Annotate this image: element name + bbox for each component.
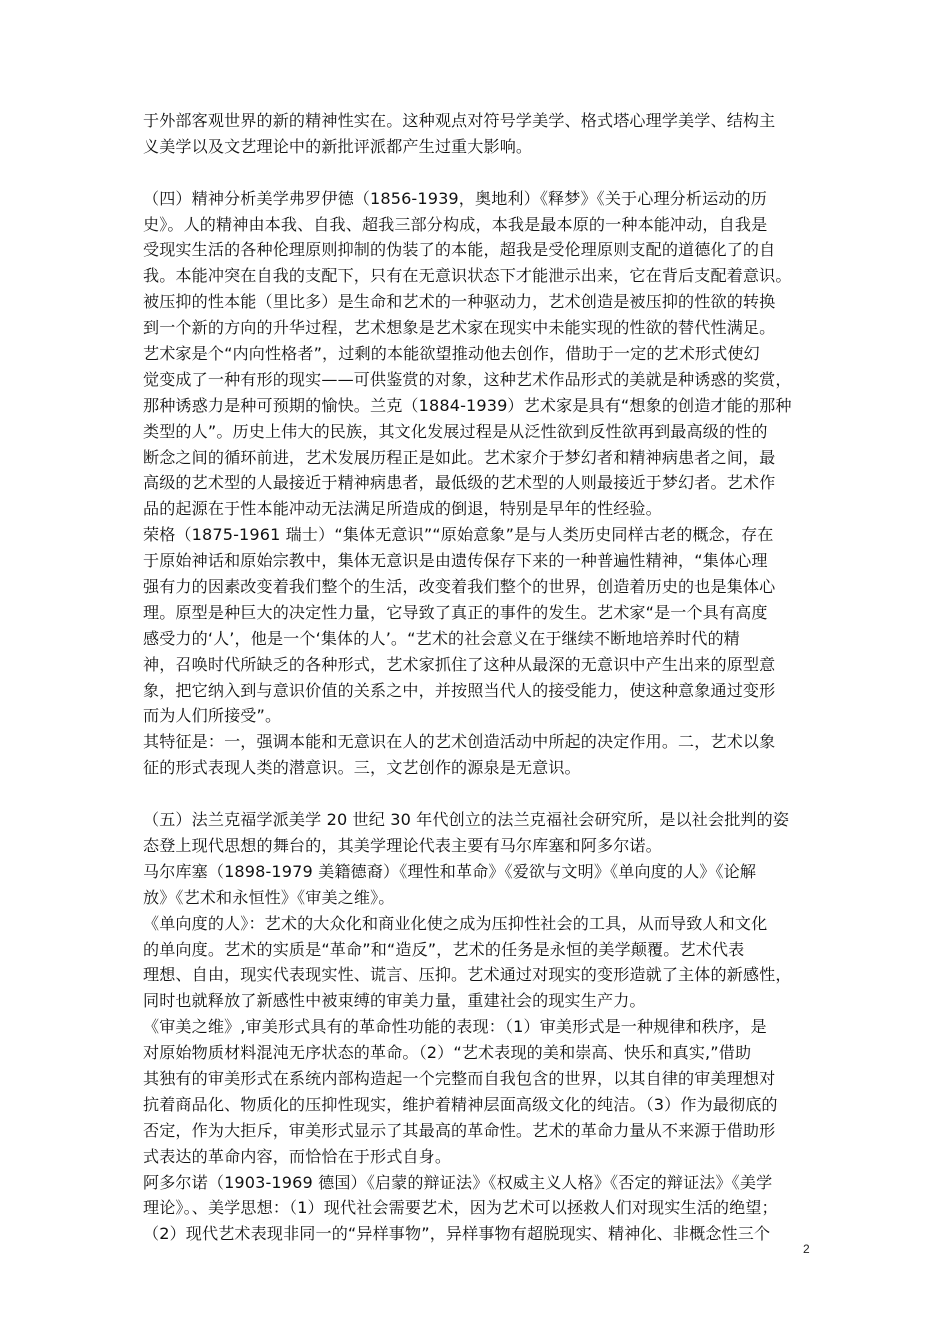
- text-line: 象，把它纳入到与意识价值的关系之中，并按照当代人的接受能力，使这种意象通过变形: [143, 680, 776, 700]
- text-line: （2）现代艺术表现非同一的“异样事物”，异样事物有超脱现实、精神化、非概念性三个: [143, 1224, 771, 1244]
- text-line: 态登上现代思想的舞台的，其美学理论代表主要有马尔库塞和阿多尔诺。: [143, 835, 662, 855]
- text-line: 否定，作为大拒斥，审美形式显示了其最高的革命性。艺术的革命力量从不来源于借助形: [143, 1120, 776, 1140]
- text-line: 我。本能冲突在自我的支配下，只有在无意识状态下才能泄示出来，它在背后支配着意识。: [143, 266, 792, 286]
- text-line: 受现实生活的各种伦理原则抑制的伪装了的本能，超我是受伦理原则支配的道德化了的自: [143, 240, 776, 260]
- text-line: 被压抑的性本能（里比多）是生命和艺术的一种驱动力，艺术创造是被压抑的性欲的转换: [143, 292, 776, 312]
- blank-line: [143, 781, 819, 807]
- body-text: [143, 108, 819, 1247]
- text-line: 感受力的‘人’，他是一个‘集体的人’。“艺术的社会意义在于继续不断地培养时代的精: [143, 628, 740, 648]
- text-line: 艺术家是个“内向性格者”，过剩的本能欲望推动他去创作，借助于一定的艺术形式使幻: [143, 344, 760, 364]
- text-line: 那种诱惑力是种可预期的愉快。兰克（1884-1939）艺术家是具有“想象的创造才能的那种: [143, 395, 792, 415]
- text-line: 义美学以及文艺理论中的新批评派都产生过重大影响。: [143, 136, 533, 156]
- text-line: 史》。人的精神由本我、自我、超我三部分构成，本我是最本原的一种本能冲动，自我是: [143, 214, 768, 234]
- text-line: 觉变成了一种有形的现实——可供鉴赏的对象，这种艺术作品形式的美就是种诱惑的奖赏，: [143, 369, 792, 389]
- text-line: 阿多尔诺（1903-1969 德国）《启蒙的辩证法》《权威主义人格》《否定的辩证法》《美学: [143, 1172, 773, 1192]
- text-line: 品的起源在于性本能冲动无法满足所造成的倒退，特别是早年的性经验。: [143, 499, 662, 519]
- text-line: 类型的人”。历史上伟大的民族，其文化发展过程是从泛性欲到反性欲再到最高级的性的: [143, 421, 768, 441]
- text-line: （四）精神分析美学弗罗伊德（1856-1939，奥地利）《释梦》《关于心理分析运动的历: [143, 188, 767, 208]
- text-line: 式表达的革命内容，而恰恰在于形式自身。: [143, 1146, 452, 1166]
- page-number: 2: [803, 1242, 810, 1256]
- text-line: 而为人们所接受”。: [143, 706, 282, 726]
- text-line: 到一个新的方向的升华过程，艺术想象是艺术家在现实中未能实现的性欲的替代性满足。: [143, 318, 776, 338]
- text-line: 其特征是：一，强调本能和无意识在人的艺术创造活动中所起的决定作用。二，艺术以象: [143, 732, 776, 752]
- text-line: 《审美之维》,审美形式具有的革命性功能的表现：（1）审美形式是一种规律和秩序，是: [143, 1017, 767, 1037]
- text-line: 荣格（1875-1961 瑞士）“集体无意识”“原始意象”是与人类历史同样古老的概念，存在: [143, 525, 774, 545]
- text-line: 马尔库塞（1898-1979 美籍德裔）《理性和革命》《爱欲与文明》《单向度的人》《论解: [143, 861, 757, 881]
- text-line: （五）法兰克福学派美学 20 世纪 30 年代创立的法兰克福社会研究所，是以社会批判的姿: [143, 810, 790, 830]
- text-line: 的单向度。艺术的实质是“革命”和“造反”，艺术的任务是永恒的美学颠覆。艺术代表: [143, 939, 745, 959]
- text-line: 高级的艺术型的人最接近于精神病患者，最低级的艺术型的人则最接近于梦幻者。艺术作: [143, 473, 776, 493]
- blank-line: [143, 160, 819, 186]
- text-line: 《单向度的人》：艺术的大众化和商业化使之成为压抑性社会的工具，从而导致人和文化: [143, 913, 768, 933]
- text-line: 其独有的审美形式在系统内部构造起一个完整而自我包含的世界，以其自律的审美理想对: [143, 1068, 776, 1088]
- text-line: 放》《艺术和永恒性》《审美之维》。: [143, 887, 395, 907]
- text-line: 神，召唤时代所缺乏的各种形式，艺术家抓住了这种从最深的无意识中产生出来的原型意: [143, 654, 776, 674]
- text-line: 理。原型是种巨大的决定性力量，它导致了真正的事件的发生。艺术家“是一个具有高度: [143, 602, 768, 622]
- text-line: 理想、自由，现实代表现实性、谎言、压抑。艺术通过对现实的变形造就了主体的新感性，: [143, 965, 792, 985]
- text-line: 断念之间的循环前进，艺术发展历程正是如此。艺术家介于梦幻者和精神病患者之间，最: [143, 447, 776, 467]
- text-line: 同时也就释放了新感性中被束缚的审美力量，重建社会的现实生产力。: [143, 991, 646, 1011]
- text-line: 理论》。、美学思想：（1）现代社会需要艺术，因为艺术可以拯救人们对现实生活的绝望；: [143, 1198, 778, 1218]
- text-line: 强有力的因素改变着我们整个的生活，改变着我们整个的世界，创造着历史的也是集体心: [143, 577, 776, 597]
- text-line: 于原始神话和原始宗教中，集体无意识是由遗传保存下来的一种普遍性精神，“集体心理: [143, 551, 768, 571]
- text-line: 于外部客观世界的新的精神性实在。这种观点对符号学美学、格式塔心理学美学、结构主: [143, 111, 776, 130]
- text-line: 抗着商品化、物质化的压抑性现实，维护着精神层面高级文化的纯洁。（3）作为最彻底的: [143, 1094, 778, 1114]
- text-line: 对原始物质材料混沌无序状态的革命。（2）“艺术表现的美和崇高、快乐和真实,”借助: [143, 1043, 752, 1063]
- text-line: 征的形式表现人类的潜意识。三，文艺创作的源泉是无意识。: [143, 758, 581, 778]
